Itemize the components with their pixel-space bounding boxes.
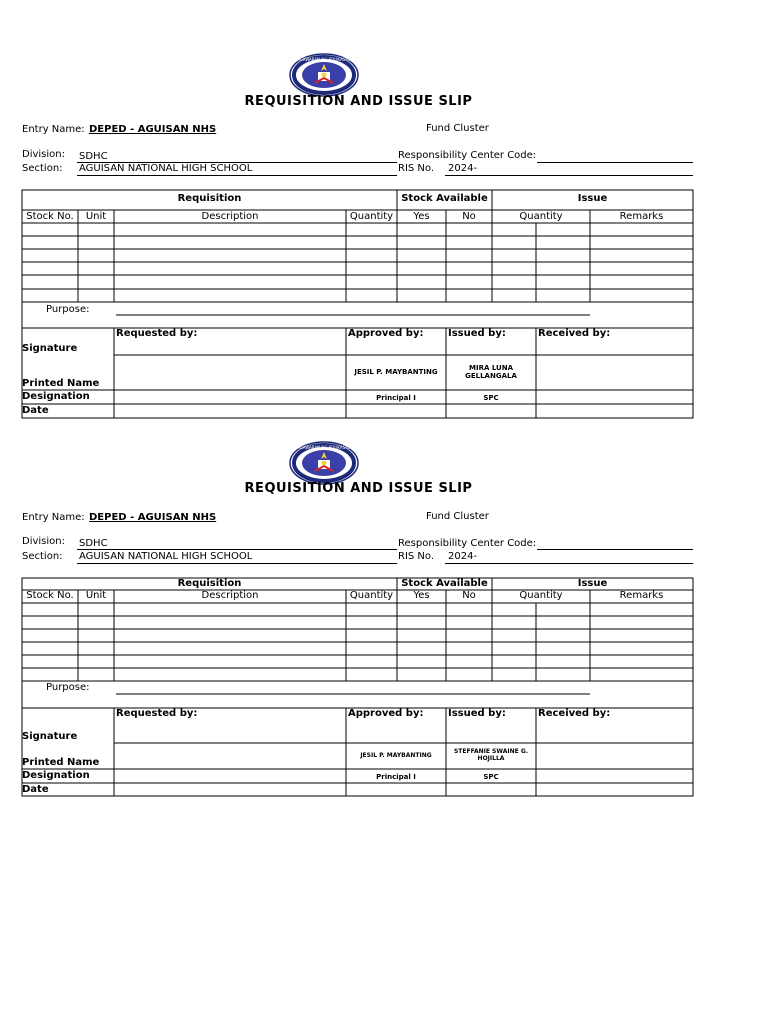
entry-name-value: DEPED - AGUISAN NHS	[89, 512, 217, 523]
purpose-label: Purpose:	[46, 304, 90, 315]
section-label: Section:	[22, 551, 63, 562]
section-value[interactable]: AGUISAN NATIONAL HIGH SCHOOL	[79, 163, 253, 174]
stock-no-header: Stock No.	[26, 590, 74, 601]
issued-by-label: Issued by:	[448, 328, 506, 339]
requisition-header: Requisition	[177, 193, 242, 204]
issue-quantity-header: Quantity	[519, 211, 563, 222]
entry-name-value: DEPED - AGUISAN NHS	[89, 124, 217, 135]
date-label: Date	[22, 405, 49, 416]
seal-text: KAGAWARAN NG EDUKASYON	[294, 445, 354, 450]
approver-designation: Principal I	[376, 394, 416, 402]
designation-label: Designation	[22, 770, 90, 781]
issue-header: Issue	[577, 193, 608, 204]
division-label: Division:	[22, 149, 65, 160]
issuer-designation: SPC	[483, 773, 499, 781]
fund-cluster-label: Fund Cluster	[426, 123, 489, 134]
fund-cluster-label: Fund Cluster	[426, 511, 489, 522]
issuer-name-line-1: STEFFANIE SWAINE G.	[453, 748, 529, 755]
approver-name: JESIL P. MAYBANTING	[354, 368, 438, 376]
division-label: Division:	[22, 536, 65, 547]
remarks-header: Remarks	[619, 590, 664, 601]
ris-no-label: RIS No.	[398, 551, 435, 562]
ris-table-grid	[0, 53, 768, 443]
section-value[interactable]: AGUISAN NATIONAL HIGH SCHOOL	[79, 551, 253, 562]
quantity-header: Quantity	[349, 211, 394, 222]
no-header: No	[462, 590, 476, 601]
responsibility-center-code-label: Responsibility Center Code:	[398, 150, 537, 161]
approved-by-label: Approved by:	[348, 328, 424, 339]
issuer-designation: SPC	[483, 394, 499, 402]
seal-text: KAGAWARAN NG EDUKASYON	[294, 57, 354, 62]
requisition-header: Requisition	[177, 578, 242, 589]
form-title: REQUISITION AND ISSUE SLIP	[244, 94, 473, 109]
ris-no-value[interactable]: 2024-	[448, 551, 478, 562]
quantity-header: Quantity	[349, 590, 394, 601]
unit-header: Unit	[85, 590, 107, 601]
signature-label: Signature	[22, 343, 78, 354]
stock-no-header: Stock No.	[26, 211, 74, 222]
designation-label: Designation	[22, 391, 90, 402]
approved-by-label: Approved by:	[348, 708, 424, 719]
issue-header: Issue	[577, 578, 608, 589]
requested-by-label: Requested by:	[116, 328, 198, 339]
issuer-name-line-2: GELLANGALA	[465, 372, 517, 380]
description-header: Description	[201, 590, 259, 601]
purpose-label: Purpose:	[46, 682, 90, 693]
requested-by-label: Requested by:	[116, 708, 198, 719]
no-header: No	[462, 211, 476, 222]
received-by-label: Received by:	[538, 328, 611, 339]
responsibility-center-code-label: Responsibility Center Code:	[398, 538, 537, 549]
stock-available-header: Stock Available	[401, 193, 488, 204]
division-value[interactable]: SDHC	[79, 151, 108, 162]
entry-name-label: Entry Name:	[22, 512, 85, 523]
stock-available-header: Stock Available	[401, 578, 488, 589]
issued-by-label: Issued by:	[448, 708, 506, 719]
signature-label: Signature	[22, 731, 78, 742]
ris-no-label: RIS No.	[398, 163, 435, 174]
approver-designation: Principal I	[376, 773, 416, 781]
description-header: Description	[201, 211, 259, 222]
printed-name-label: Printed Name	[22, 757, 100, 768]
printed-name-label: Printed Name	[22, 378, 100, 389]
issue-quantity-header: Quantity	[519, 590, 563, 601]
form-title: REQUISITION AND ISSUE SLIP	[244, 481, 473, 496]
approver-name: JESIL P. MAYBANTING	[360, 752, 432, 759]
date-label: Date	[22, 784, 49, 795]
ris-slip-1	[0, 53, 768, 443]
unit-header: Unit	[85, 211, 107, 222]
entry-name-label: Entry Name:	[22, 124, 85, 135]
section-label: Section:	[22, 163, 63, 174]
ris-slip-2	[0, 441, 768, 831]
remarks-header: Remarks	[619, 211, 664, 222]
issuer-name-line-1: MIRA LUNA	[469, 364, 513, 372]
issuer-name-line-2: HOJILLA	[477, 755, 505, 762]
yes-header: Yes	[413, 211, 430, 222]
yes-header: Yes	[413, 590, 430, 601]
ris-no-value[interactable]: 2024-	[448, 163, 478, 174]
division-value[interactable]: SDHC	[79, 538, 108, 549]
received-by-label: Received by:	[538, 708, 611, 719]
